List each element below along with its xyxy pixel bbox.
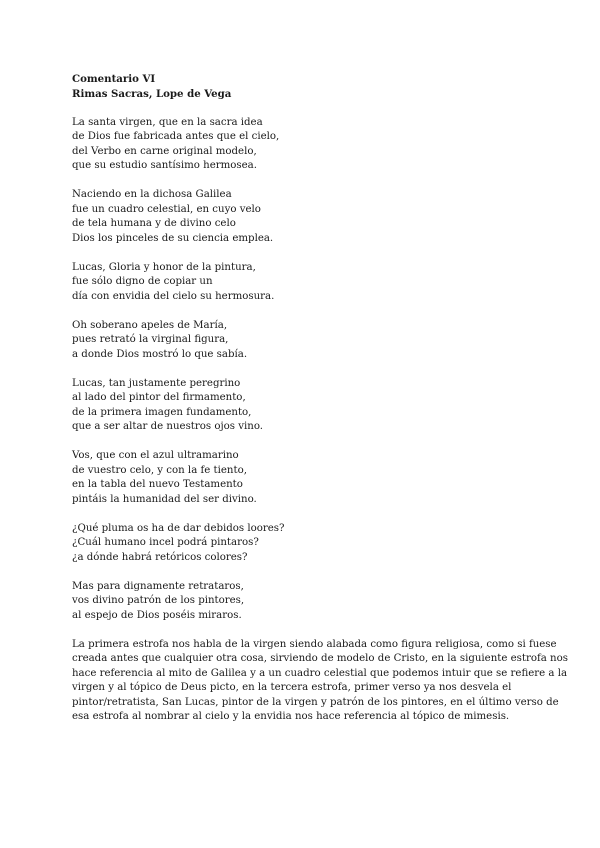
poem-line: día con envidia del cielo su hermosura. xyxy=(72,290,275,302)
poem-line: de Dios fue fabricada antes que el cielo, xyxy=(72,131,280,142)
poem-line: Lucas, Gloria y honor de la pintura, xyxy=(72,261,256,273)
poem-line: al espejo de Dios poséis miraros. xyxy=(72,609,242,621)
poem-stanza xyxy=(72,580,532,624)
poem-line: de tela humana y de divino celo xyxy=(72,218,236,229)
poem-stanza xyxy=(72,319,532,363)
poem-line: Mas para dignamente retrataros, xyxy=(72,580,244,592)
poem-line: ¿a dónde habrá retóricos colores? xyxy=(72,551,248,563)
poem-stanza xyxy=(72,188,532,246)
poem-stanza xyxy=(72,116,532,174)
poem-line: del Verbo en carne original modelo, xyxy=(72,145,257,157)
commentary-line: pintor/retratista, San Lucas, pintor de la virgen y patrón de los pintores, en el último verso de xyxy=(72,696,559,708)
poem-line: que a ser altar de nuestros ojos vino. xyxy=(72,421,264,432)
poem-line: Oh soberano apeles de María, xyxy=(72,319,228,331)
commentary-line: creada antes que cualquier otra cosa, sirviendo de modelo de Cristo, en la siguiente estrofa nos xyxy=(72,653,568,664)
poem-line: vos divino patrón de los pintores, xyxy=(72,595,245,606)
poem-line: en la tabla del nuevo Testamento xyxy=(72,479,243,490)
poem-line: a donde Dios mostró lo que sabía. xyxy=(72,348,248,360)
poem-line: Vos, que con el azul ultramarino xyxy=(72,450,239,461)
poem-line: La santa virgen, que en la sacra idea xyxy=(72,116,263,128)
poem-line: pintáis la humanidad del ser divino. xyxy=(72,493,257,505)
poem-line: que su estudio santísimo hermosea. xyxy=(72,160,257,171)
poem-line: ¿Cuál humano incel podrá pintaros? xyxy=(72,537,259,548)
commentary-line: virgen y al tópico de Deus picto, en la tercera estrofa, primer verso ya nos desvela el xyxy=(72,682,512,693)
poem-line: de vuestro celo, y con la fe tiento, xyxy=(72,464,247,476)
poem-stanza xyxy=(72,522,532,566)
poem-line: fue sólo digno de copiar un xyxy=(72,276,213,287)
poem-line: ¿Qué pluma os ha de dar debidos loores? xyxy=(72,522,285,534)
poem-stanza xyxy=(72,377,532,435)
poem-line: Naciendo en la dichosa Galilea xyxy=(72,189,232,200)
commentary-paragraph xyxy=(72,638,568,725)
poem-line: pues retrató la virginal figura, xyxy=(72,334,229,345)
commentary-line: esa estrofa al nombrar al cielo y la envidia nos hace referencia al tópico de mimesis. xyxy=(72,711,510,722)
commentary-line: La primera estrofa nos habla de la virgen siendo alabada como figura religiosa, como si fuese xyxy=(72,638,557,650)
document-body xyxy=(72,72,568,725)
poem xyxy=(72,116,532,624)
poem-line: fue un cuadro celestial, en cuyo velo xyxy=(72,203,261,215)
document-subtitle: Rimas Sacras, Lope de Vega xyxy=(72,87,232,100)
poem-line: Dios los pinceles de su ciencia emplea. xyxy=(72,232,274,244)
poem-line: de la primera imagen fundamento, xyxy=(72,406,252,418)
poem-stanza xyxy=(72,261,532,305)
poem-line: Lucas, tan justamente peregrino xyxy=(72,377,241,389)
poem-stanza xyxy=(72,449,532,507)
poem-line: al lado del pintor del firmamento, xyxy=(72,392,246,403)
document-title: Comentario VI xyxy=(72,73,156,85)
commentary-line: hace referencia al mito de Galilea y a un cuadro celestial que podemos intuir que se refiere a la xyxy=(72,667,568,679)
